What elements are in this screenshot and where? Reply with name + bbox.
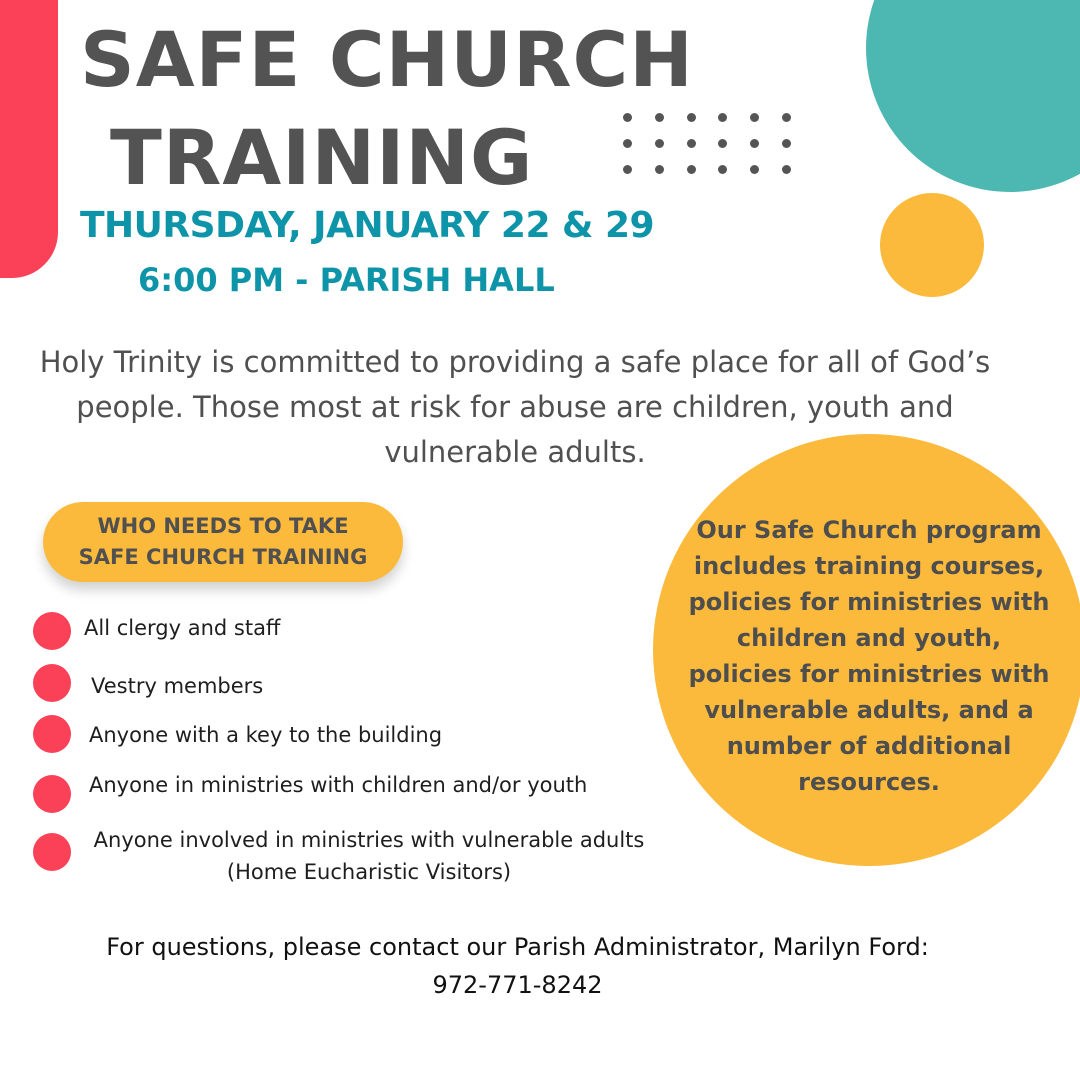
contact-phone: 972-771-8242 [432, 971, 603, 999]
title-line-1: SAFE CHURCH [80, 15, 694, 104]
dot-grid-decoration [612, 104, 802, 182]
who-needs-label [43, 502, 403, 582]
bullet-icon [33, 664, 71, 702]
list-item: Anyone with a key to the building [89, 723, 443, 747]
intro-paragraph: Holy Trinity is committed to providing a safe place for all of God’s people. Those most at risk for abuse are children, youth and vulnerable adults. [39, 345, 991, 469]
list-item: All clergy and staff [84, 616, 281, 640]
list-item: Anyone in ministries with children and/or youth [89, 773, 588, 797]
who-needs-label-line-1: WHO NEEDS TO TAKE [97, 514, 349, 538]
list-item-note: (Home Eucharistic Visitors) [226, 860, 512, 884]
bullet-icon [33, 775, 71, 813]
contact-line: For questions, please contact our Parish Administrator, Marilyn Ford: [106, 933, 929, 961]
bullet-icon [33, 715, 71, 753]
bullet-icon [33, 612, 71, 650]
list-item: Vestry members [91, 674, 264, 698]
red-corner-shape [0, 0, 58, 278]
teal-circle-decoration [866, 0, 1080, 192]
who-needs-label-line-2: SAFE CHURCH TRAINING [78, 545, 368, 569]
bullet-icon [33, 833, 71, 871]
yellow-small-circle-decoration [880, 193, 984, 297]
contact-info [40, 928, 995, 1004]
list-item [84, 824, 654, 888]
event-date: THURSDAY, JANUARY 22 & 29 [80, 205, 655, 246]
title-line-2: TRAINING [110, 113, 534, 202]
list-item-text: Anyone involved in ministries with vulnerable adults [93, 828, 645, 852]
event-time-location: 6:00 PM - PARISH HALL [138, 261, 555, 299]
program-description: Our Safe Church program includes training courses, policies for ministries with children and youth, policies for ministries with vulnerable adults, and a number of additional resources. [688, 516, 1050, 796]
